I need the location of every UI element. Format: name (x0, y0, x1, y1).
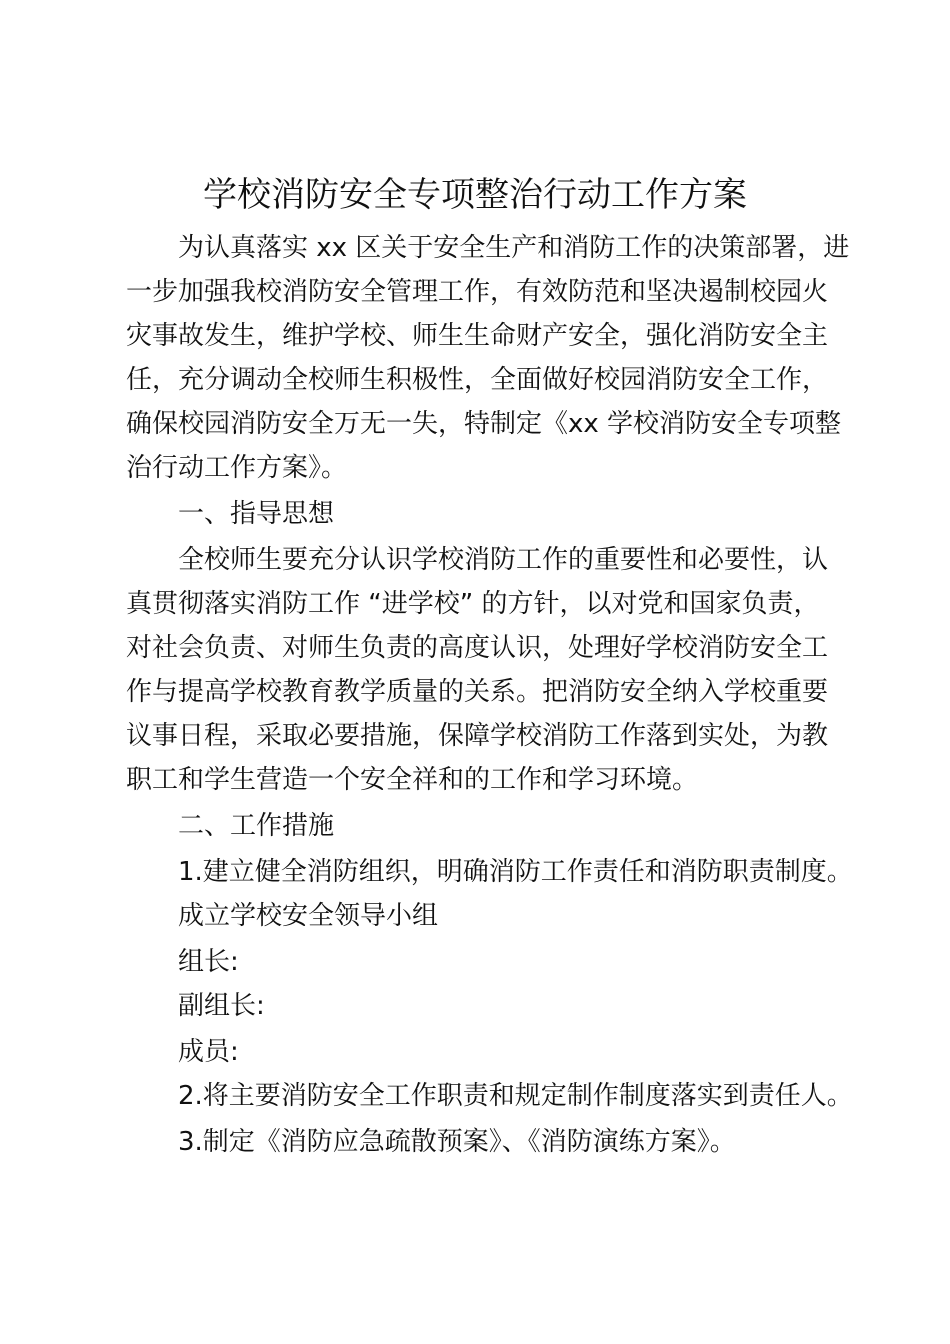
members-label: 成员: (178, 1037, 239, 1067)
section1-line-3: 对社会负责、对师生负责的高度认识，处理好学校消防安全工 (126, 633, 829, 663)
intro-line-4: 任，充分调动全校师生积极性，全面做好校园消防安全工作， (126, 365, 829, 395)
intro-line-5: 确保校园消防安全万无一失，特制定《xx 学校消防安全专项整 (126, 409, 842, 439)
leader-label: 组长: (178, 947, 239, 977)
measure-item-3: 3.制定《消防应急疏散预案》、《消防演练方案》。 (178, 1127, 736, 1157)
measure-item-1: 1.建立健全消防组织，明确消防工作责任和消防职责制度。 (178, 857, 853, 887)
section1-heading: 一、指导思想 (178, 499, 335, 529)
section1-line-4: 作与提高学校教育教学质量的关系。把消防安全纳入学校重要 (126, 677, 829, 707)
intro-line-1: 为认真落实 xx 区关于安全生产和消防工作的决策部署，进 (178, 233, 850, 263)
measure-item-2: 2.将主要消防安全工作职责和规定制作制度落实到责任人。 (178, 1081, 853, 1111)
intro-line-3: 灾事故发生，维护学校、师生生命财产安全，强化消防安全主 (126, 321, 829, 351)
section2-heading: 二、工作措施 (178, 811, 335, 841)
intro-line-2: 一步加强我校消防安全管理工作，有效防范和坚决遏制校园火 (126, 277, 829, 307)
section1-line-5: 议事日程，采取必要措施，保障学校消防工作落到实处，为教 (126, 721, 829, 751)
deputy-leader-label: 副组长: (178, 991, 265, 1021)
document-title: 学校消防安全专项整治行动工作方案 (203, 175, 747, 215)
section1-line-1: 全校师生要充分认识学校消防工作的重要性和必要性，认 (178, 545, 829, 575)
section1-line-2: 真贯彻落实消防工作 “进学校” 的方针，以对党和国家负责， (126, 589, 820, 619)
section1-line-6: 职工和学生营造一个安全祥和的工作和学习环境。 (126, 765, 699, 795)
group-title: 成立学校安全领导小组 (178, 901, 439, 931)
intro-line-6: 治行动工作方案》。 (126, 453, 348, 483)
